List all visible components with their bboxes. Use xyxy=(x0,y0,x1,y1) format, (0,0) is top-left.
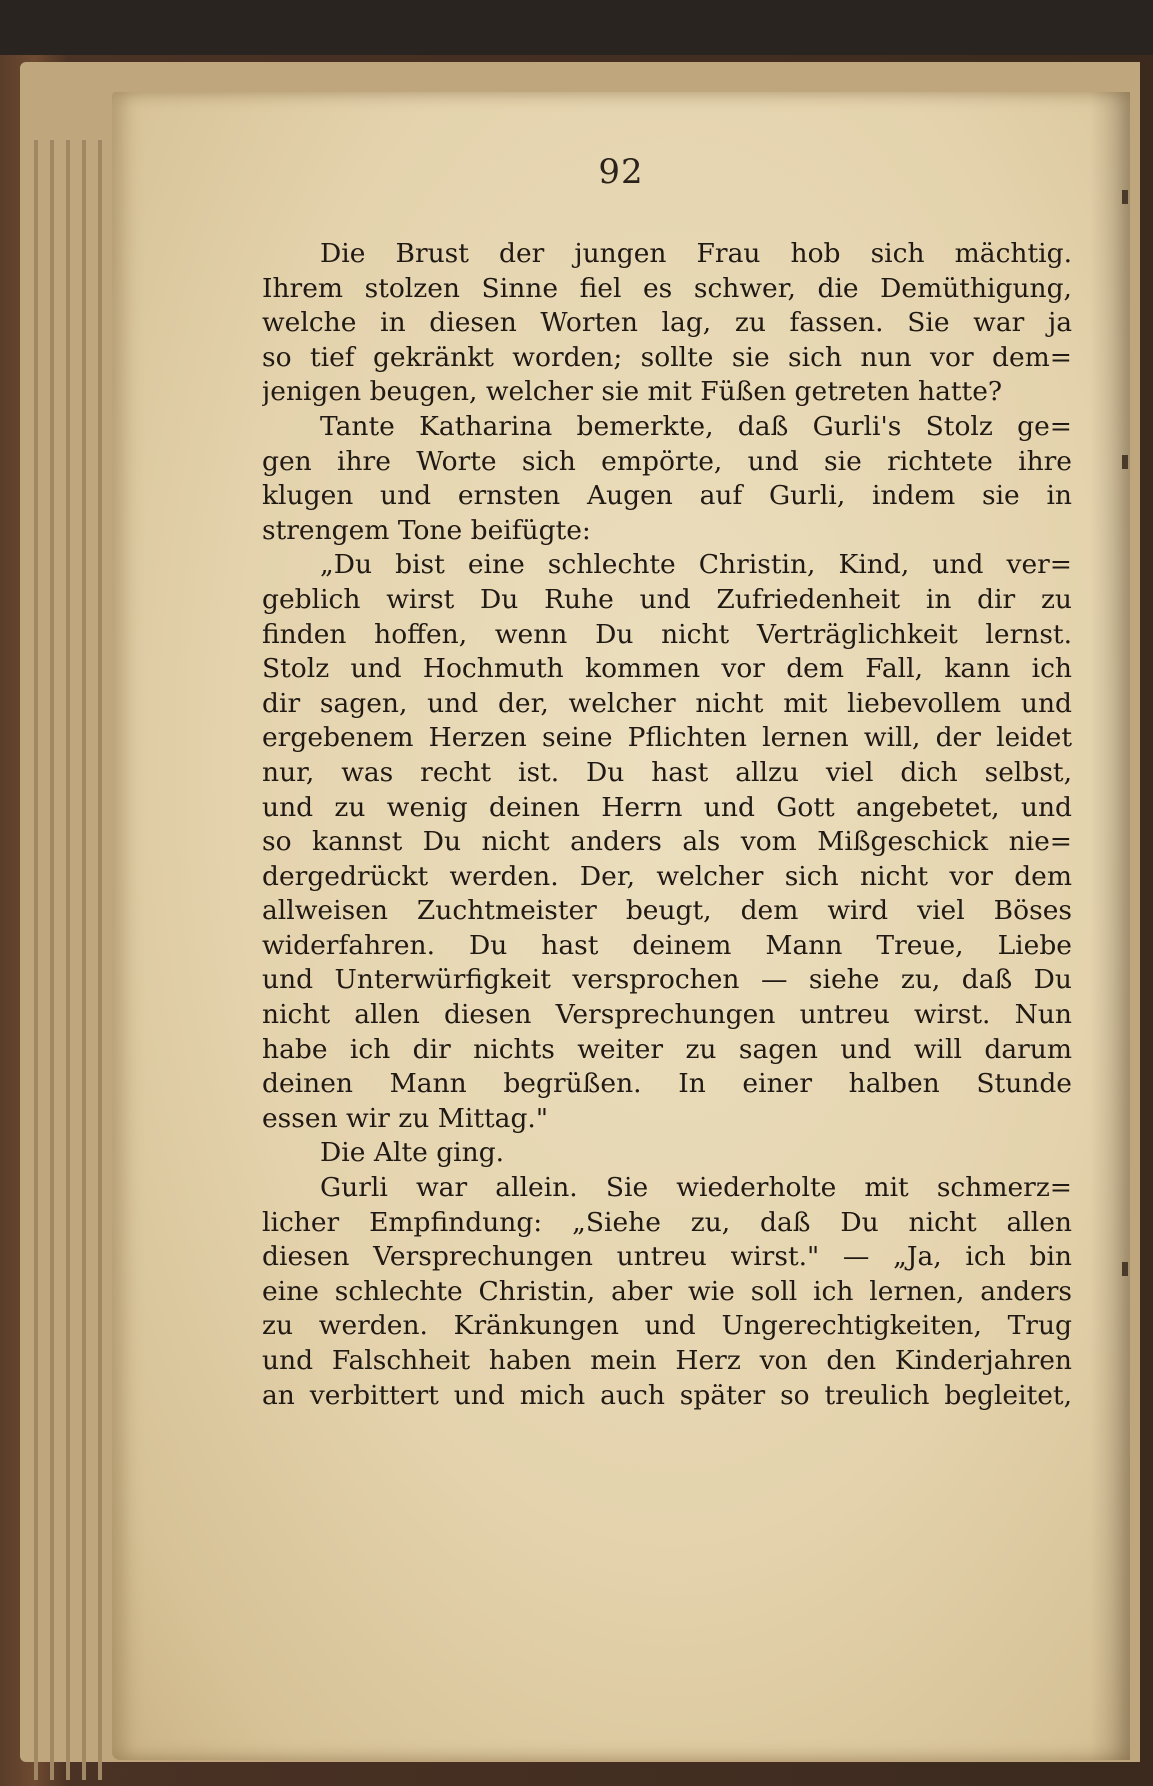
edge-mark xyxy=(1122,190,1128,204)
text-line: strengem Tone beifügte: xyxy=(262,514,591,546)
text-line: welche in diesen Worten lag, zu fassen. Sie war ja xyxy=(262,307,1072,339)
page-edge xyxy=(50,140,54,1780)
text-line: Tante Katharina bemerkte, daß Gurli's Stolz ge= xyxy=(320,410,1072,442)
book-page xyxy=(112,92,1130,1760)
text-line: habe ich dir nichts weiter zu sagen und will darum xyxy=(262,1033,1072,1065)
text-line: allweisen Zuchtmeister beugt, dem wird viel Böses xyxy=(262,895,1072,927)
text-line: so kannst Du nicht anders als vom Mißgeschick nie= xyxy=(262,826,1072,858)
text-line: Ihrem stolzen Sinne fiel es schwer, die Demüthigung, xyxy=(262,272,1072,304)
text-line: dir sagen, und der, welcher nicht mit liebevollem und xyxy=(262,687,1072,719)
text-line: finden hoffen, wenn Du nicht Verträglichkeit lernst. xyxy=(262,618,1072,650)
text-line: und Falschheit haben mein Herz von den Kinderjahren xyxy=(262,1345,1072,1376)
text-line: essen wir zu Mittag." xyxy=(262,1102,549,1134)
text-line: licher Empfindung: „Siehe zu, daß Du nicht allen xyxy=(262,1206,1072,1238)
text-line: nicht allen diesen Versprechungen untreu wirst. Nun xyxy=(262,999,1072,1031)
text-line: diesen Versprechungen untreu wirst." — „Ja, ich bin xyxy=(262,1241,1072,1273)
text-line: gen ihre Worte sich empörte, und sie richtete ihre xyxy=(262,445,1072,477)
text-line: Die Brust der jungen Frau hob sich mächtig. xyxy=(320,238,1072,269)
page-edge xyxy=(98,140,102,1780)
text-line: klugen und ernsten Augen auf Gurli, indem sie in xyxy=(262,480,1072,512)
page-text xyxy=(262,237,1072,1413)
edge-mark xyxy=(1122,1262,1128,1276)
text-line: und Unterwürfigkeit versprochen — siehe zu, daß Du xyxy=(262,964,1072,996)
text-line: eine schlechte Christin, aber wie soll ich lernen, anders xyxy=(262,1275,1072,1307)
text-line: Gurli war allein. Sie wiederholte mit schmerz= xyxy=(320,1172,1072,1204)
text-line: an verbittert und mich auch später so treulich begleitet, xyxy=(262,1379,1072,1411)
gutter-shadow xyxy=(1090,92,1130,1760)
text-line: jenigen beugen, welcher sie mit Füßen getreten hatte? xyxy=(262,376,1003,408)
text-line: Stolz und Hochmuth kommen vor dem Fall, kann ich xyxy=(262,653,1072,685)
text-line: „Du bist eine schlechte Christin, Kind, und ver= xyxy=(320,549,1072,581)
text-line: dergedrückt werden. Der, welcher sich nicht vor dem xyxy=(262,860,1072,892)
text-line: nur, was recht ist. Du hast allzu viel dich selbst, xyxy=(262,756,1072,788)
text-line: geblich wirst Du Ruhe und Zufriedenheit in dir zu xyxy=(262,583,1072,615)
text-line: deinen Mann begrüßen. In einer halben Stunde xyxy=(262,1068,1072,1100)
page-number: 92 xyxy=(598,152,644,192)
edge-mark xyxy=(1122,455,1128,469)
text-line: so tief gekränkt worden; sollte sie sich nun vor dem= xyxy=(262,341,1072,373)
page-edge xyxy=(66,140,70,1780)
text-line: widerfahren. Du hast deinem Mann Treue, Liebe xyxy=(262,929,1072,961)
text-line: Die Alte ging. xyxy=(320,1137,505,1169)
text-line: und zu wenig deinen Herrn und Gott angebetet, und xyxy=(262,791,1072,823)
text-line: zu werden. Kränkungen und Ungerechtigkeiten, Trug xyxy=(262,1310,1072,1342)
page-edge xyxy=(34,140,38,1780)
text-line: ergebenem Herzen seine Pflichten lernen will, der leidet xyxy=(262,722,1072,754)
page-edge xyxy=(82,140,86,1780)
